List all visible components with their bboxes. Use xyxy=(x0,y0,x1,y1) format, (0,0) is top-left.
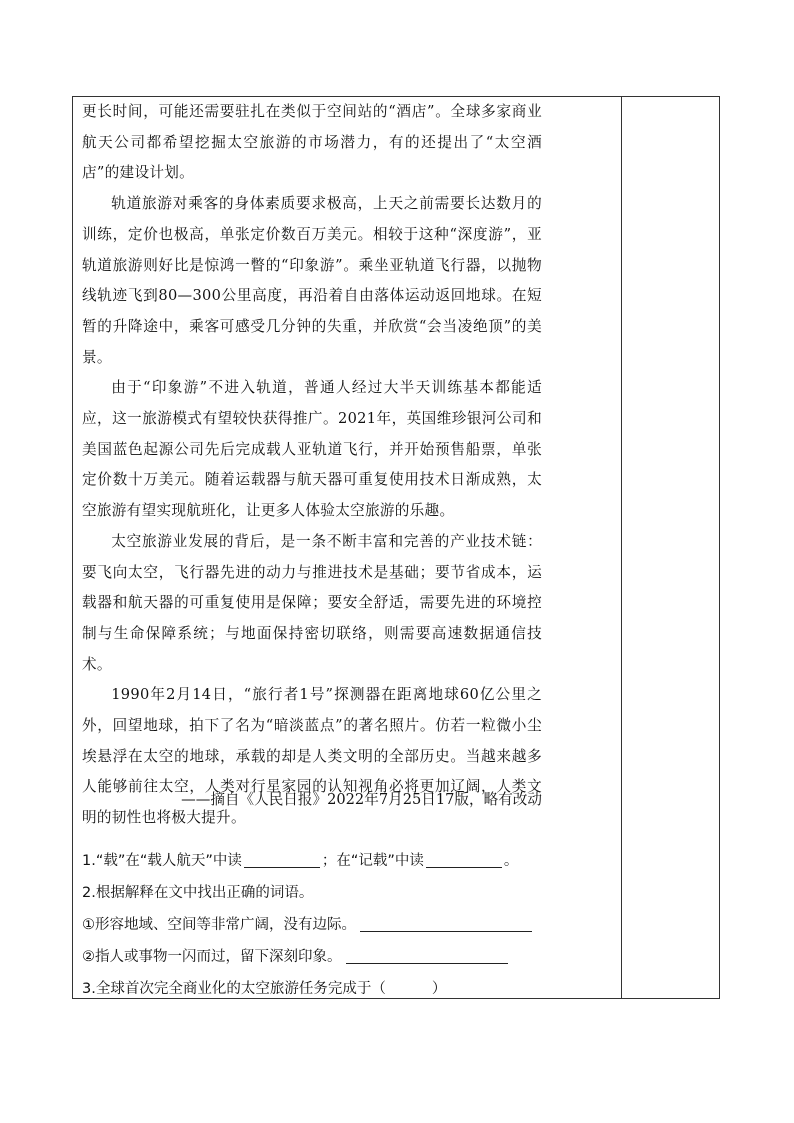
article-source: ——摘自《人民日报》2022年7月25日17版，略有改动 xyxy=(181,791,542,808)
question-3 xyxy=(82,973,542,1005)
paragraph-3: 由于“印象游”不进入轨道，普通人经过大半天训练基本都能适应，这一旅游模式有望较快获得推广。2021年，英国维珍银河公司和美国蓝色起源公司先后完成载人亚轨道飞行，并开始预售船票，单张定价数十万美元。随着运载器与航天器可重复使用技术日渐成熟，太空旅游有望实现航班化，让更多人体验太空旅游的乐趣。 xyxy=(82,379,542,520)
question-3-close: ） xyxy=(431,981,447,997)
question-2-item-1 xyxy=(82,909,542,941)
question-1-part-a: 1.“载”在“载人航天”中读 xyxy=(82,853,242,869)
article-body xyxy=(82,97,542,834)
question-1-part-b: ；在“记载”中读 xyxy=(321,853,424,869)
answer-blank-3[interactable] xyxy=(360,915,532,932)
paragraph-4: 太空旅游业发展的背后，是一条不断丰富和完善的产业技术链：要飞向太空，飞行器先进的动力与推进技术是基础；要节省成本，运载器和航天器的可重复使用是保障；要安全舒适，需要先进的环境控制与生命保障系统；与地面保持密切联络，则需要高速数据通信技术。 xyxy=(82,532,542,673)
paragraph-5: 1990年2月14日，“旅行者1号”探测器在距离地球60亿公里之外，回望地球，拍下了名为“暗淡蓝点”的著名照片。仿若一粒微小尘埃悬浮在太空的地球，承载的却是人类文明的全部历史。当越来越多人能够前往太空，人类对行星家园的认知视角必将更加辽阔，人类文明的韧性也将极大提升。 xyxy=(82,686,542,827)
question-2-item-2 xyxy=(82,941,542,973)
question-1 xyxy=(82,845,542,877)
paragraph-2: 轨道旅游对乘客的身体素质要求极高，上天之前需要长达数月的训练，定价也极高，单张定价数百万美元。相较于这种“深度游”，亚轨道旅游则好比是惊鸿一瞥的“印象游”。乘坐亚轨道飞行器，以抛物线轨迹飞到80—300公里高度，再沿着自由落体运动返回地球。在短暂的升降途中，乘客可感受几分钟的失重，并欣赏“会当凌绝顶”的美景。 xyxy=(82,195,542,366)
question-2-item-2-text: ②指人或事物一闪而过，留下深刻印象。 xyxy=(82,949,342,965)
question-2-item-1-text: ①形容地域、空间等非常广阔，没有边际。 xyxy=(82,917,356,933)
question-1-end: 。 xyxy=(503,853,519,869)
answer-blank-4[interactable] xyxy=(346,947,508,964)
question-list xyxy=(82,845,542,1005)
question-3-text: 3.全球首次完全商业化的太空旅游任务完成于（ xyxy=(82,981,386,997)
answer-blank-1[interactable] xyxy=(244,851,320,868)
notes-column xyxy=(622,97,719,998)
question-2: 2.根据解释在文中找出正确的词语。 xyxy=(82,885,314,901)
paragraph-1: 更长时间，可能还需要驻扎在类似于空间站的“酒店”。全球多家商业航天公司都希望挖掘太空旅游的市场潜力，有的还提出了“太空酒店”的建设计划。 xyxy=(82,103,542,182)
answer-blank-2[interactable] xyxy=(426,851,502,868)
